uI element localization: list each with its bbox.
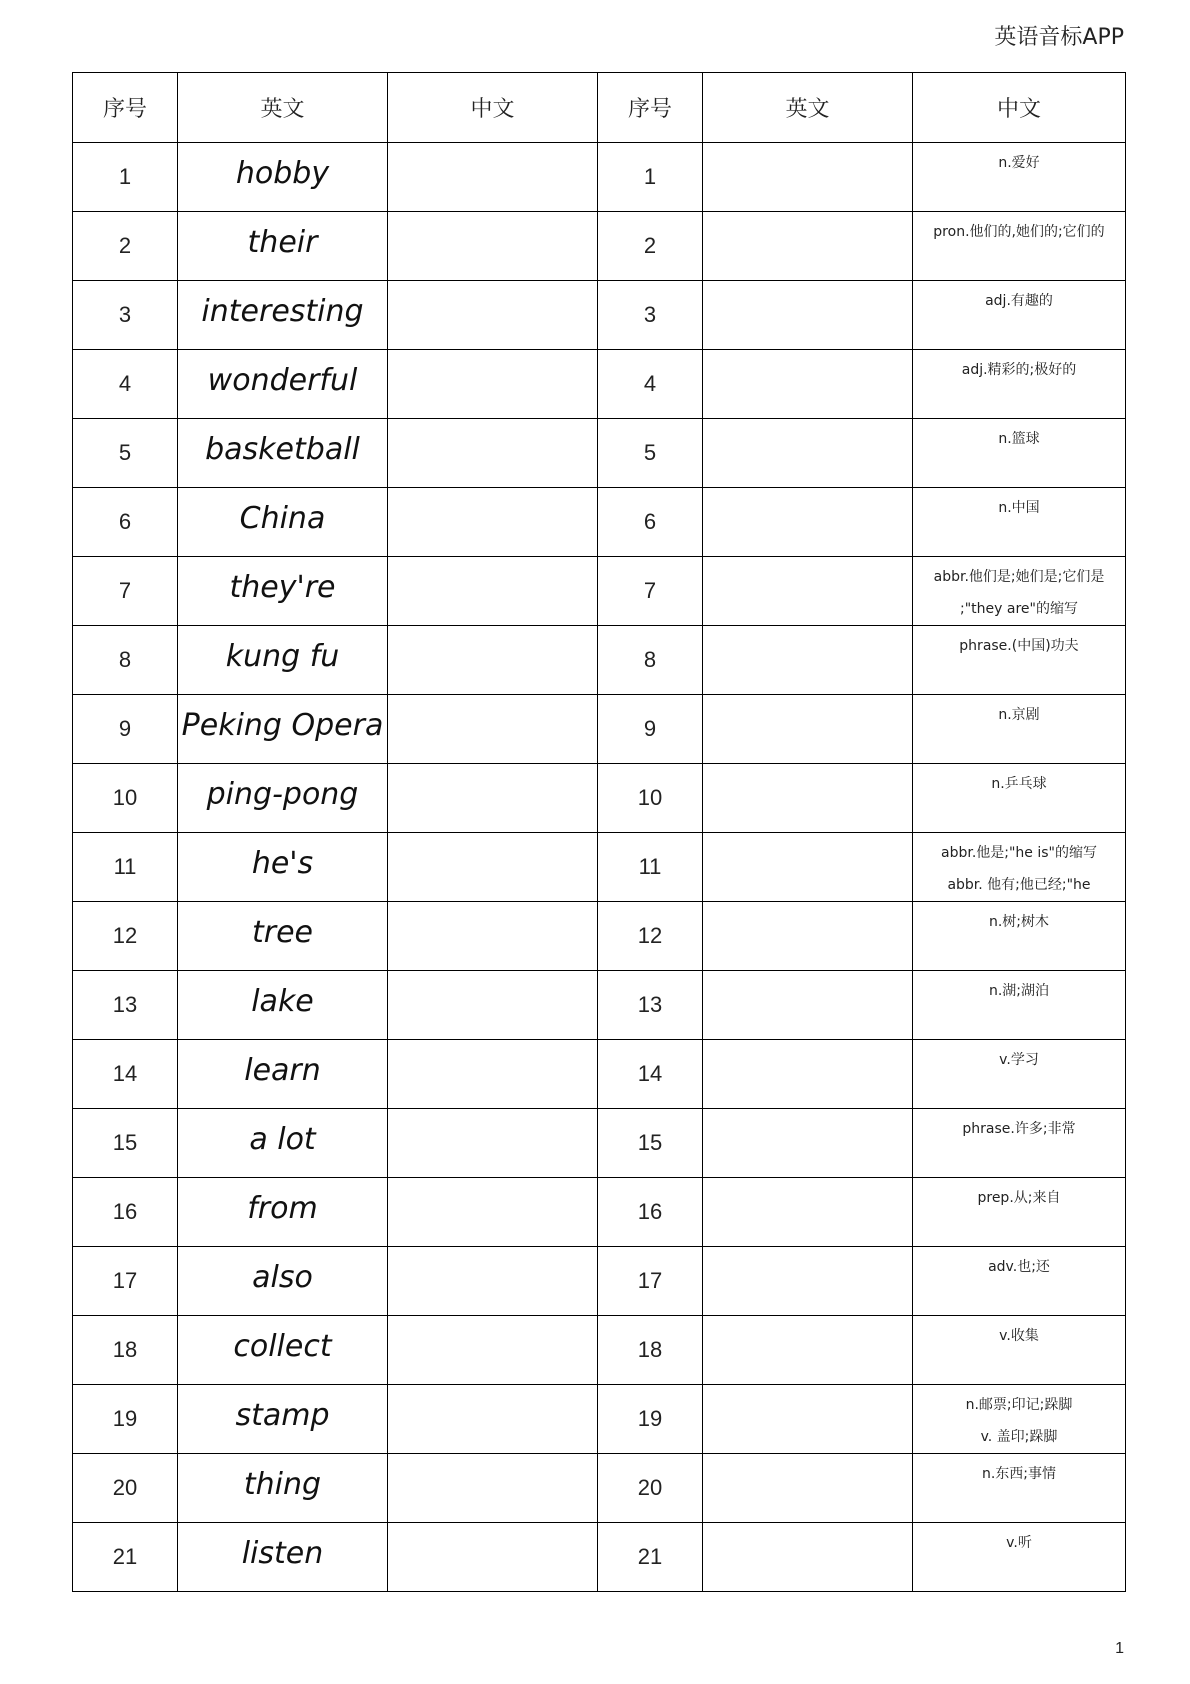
chinese-answer-blank-left — [388, 419, 598, 488]
table-row — [73, 1247, 1126, 1316]
chinese-meaning — [913, 1316, 1126, 1385]
row-index-right: 15 — [598, 1109, 703, 1178]
chinese-answer-blank-left — [388, 488, 598, 557]
row-index-left: 4 — [73, 350, 178, 419]
column-header-chinese-right: 中文 — [913, 73, 1126, 143]
column-header-index-right: 序号 — [598, 73, 703, 143]
english-word — [178, 484, 388, 553]
chinese-meaning-line: v.学习 — [999, 1052, 1039, 1068]
chinese-answer-blank-left — [388, 1385, 598, 1454]
english-answer-blank-right — [703, 626, 913, 695]
row-index-right: 18 — [598, 1316, 703, 1385]
row-index-right: 21 — [598, 1523, 703, 1592]
chinese-meaning — [913, 1040, 1126, 1109]
english-word — [178, 967, 388, 1036]
row-index-right: 12 — [598, 902, 703, 971]
table-row — [73, 1178, 1126, 1247]
english-word — [178, 139, 388, 208]
chinese-meaning — [913, 419, 1126, 488]
chinese-meaning-line: n.东西;事情 — [981, 1466, 1057, 1482]
row-index-left: 13 — [73, 971, 178, 1040]
chinese-answer-blank-left — [388, 1178, 598, 1247]
chinese-meaning — [913, 1385, 1126, 1454]
table-row — [73, 1385, 1126, 1454]
english-word-text: hobby — [235, 155, 330, 191]
chinese-answer-blank-left — [388, 1523, 598, 1592]
row-index-right: 14 — [598, 1040, 703, 1109]
row-index-right: 6 — [598, 488, 703, 557]
english-word-text: interesting — [201, 293, 364, 329]
app-title: 英语音标APP — [994, 25, 1124, 50]
chinese-answer-blank-left — [388, 350, 598, 419]
english-answer-blank-right — [703, 557, 913, 626]
english-word-text: basketball — [205, 431, 360, 467]
chinese-answer-blank-left — [388, 695, 598, 764]
row-index-right: 8 — [598, 626, 703, 695]
chinese-answer-blank-left — [388, 1109, 598, 1178]
row-index-right: 3 — [598, 281, 703, 350]
column-header-chinese-left: 中文 — [388, 73, 598, 143]
chinese-meaning — [913, 902, 1126, 971]
table-row — [73, 1040, 1126, 1109]
table-row — [73, 557, 1126, 626]
english-word — [178, 898, 388, 967]
chinese-meaning-line: phrase.(中国)功夫 — [959, 638, 1079, 654]
row-index-left: 9 — [73, 695, 178, 764]
english-word — [178, 1036, 388, 1105]
row-index-right: 19 — [598, 1385, 703, 1454]
chinese-meaning-line: v. 盖印;跺脚 — [980, 1429, 1058, 1445]
english-answer-blank-right — [703, 1247, 913, 1316]
english-word — [178, 1381, 388, 1450]
chinese-meaning-line: adv.也;还 — [988, 1259, 1050, 1275]
row-index-right: 9 — [598, 695, 703, 764]
row-index-right: 5 — [598, 419, 703, 488]
chinese-meaning — [913, 212, 1126, 281]
chinese-answer-blank-left — [388, 764, 598, 833]
english-answer-blank-right — [703, 1454, 913, 1523]
english-answer-blank-right — [703, 833, 913, 902]
english-answer-blank-right — [703, 764, 913, 833]
row-index-left: 16 — [73, 1178, 178, 1247]
chinese-meaning — [913, 281, 1126, 350]
english-word-text: kung fu — [225, 638, 340, 674]
english-word — [178, 829, 388, 898]
english-word-text: listen — [241, 1535, 324, 1571]
chinese-meaning-line: adj.有趣的 — [985, 293, 1053, 309]
english-word — [178, 553, 388, 622]
chinese-meaning — [913, 764, 1126, 833]
chinese-meaning — [913, 1247, 1126, 1316]
chinese-meaning-line: v.收集 — [999, 1328, 1039, 1344]
row-index-right: 10 — [598, 764, 703, 833]
table-row — [73, 419, 1126, 488]
row-index-left: 18 — [73, 1316, 178, 1385]
column-header-english-left: 英文 — [178, 73, 388, 143]
chinese-meaning — [913, 1454, 1126, 1523]
table-row — [73, 833, 1126, 902]
chinese-meaning-line: n.爱好 — [998, 155, 1040, 171]
english-word-text: Peking Opera — [181, 707, 384, 743]
chinese-meaning — [913, 1523, 1126, 1592]
english-word-text: from — [247, 1190, 318, 1226]
row-index-left: 10 — [73, 764, 178, 833]
english-answer-blank-right — [703, 1178, 913, 1247]
chinese-meaning — [913, 626, 1126, 695]
chinese-meaning-line: n.邮票;印记;跺脚 — [965, 1397, 1073, 1413]
row-index-left: 2 — [73, 212, 178, 281]
english-word-text: also — [252, 1259, 313, 1295]
english-word — [178, 1174, 388, 1243]
english-answer-blank-right — [703, 281, 913, 350]
table-row — [73, 1109, 1126, 1178]
row-index-left: 5 — [73, 419, 178, 488]
english-word-text: lake — [251, 983, 314, 1019]
row-index-right: 7 — [598, 557, 703, 626]
chinese-meaning-line: n.京剧 — [998, 707, 1040, 723]
chinese-answer-blank-left — [388, 281, 598, 350]
row-index-left: 12 — [73, 902, 178, 971]
english-word — [178, 277, 388, 346]
english-word — [178, 760, 388, 829]
english-answer-blank-right — [703, 1316, 913, 1385]
table-row — [73, 971, 1126, 1040]
chinese-meaning — [913, 350, 1126, 419]
row-index-right: 4 — [598, 350, 703, 419]
english-word-text: stamp — [235, 1397, 330, 1433]
table-row — [73, 695, 1126, 764]
english-word — [178, 208, 388, 277]
english-word — [178, 691, 388, 760]
row-index-left: 20 — [73, 1454, 178, 1523]
row-index-left: 14 — [73, 1040, 178, 1109]
chinese-meaning-line: pron.他们的,她们的;它们的 — [933, 224, 1105, 240]
english-answer-blank-right — [703, 1040, 913, 1109]
chinese-meaning-line: n.湖;湖泊 — [988, 983, 1050, 999]
english-answer-blank-right — [703, 695, 913, 764]
chinese-meaning-line: n.乒乓球 — [991, 776, 1047, 792]
english-word-text: wonderful — [207, 362, 358, 398]
row-index-left: 8 — [73, 626, 178, 695]
english-answer-blank-right — [703, 1523, 913, 1592]
row-index-left: 21 — [73, 1523, 178, 1592]
english-answer-blank-right — [703, 419, 913, 488]
english-answer-blank-right — [703, 971, 913, 1040]
row-index-left: 15 — [73, 1109, 178, 1178]
row-index-left: 17 — [73, 1247, 178, 1316]
table-row — [73, 143, 1126, 212]
chinese-meaning-line: v.听 — [1006, 1535, 1032, 1551]
row-index-right: 16 — [598, 1178, 703, 1247]
table-row — [73, 350, 1126, 419]
english-word-text: they're — [229, 569, 336, 605]
row-index-right: 2 — [598, 212, 703, 281]
english-word-text: collect — [233, 1328, 332, 1364]
chinese-meaning-line: ;"they are"的缩写 — [960, 601, 1078, 617]
chinese-answer-blank-left — [388, 902, 598, 971]
row-index-right: 20 — [598, 1454, 703, 1523]
english-answer-blank-right — [703, 212, 913, 281]
row-index-left: 19 — [73, 1385, 178, 1454]
chinese-answer-blank-left — [388, 626, 598, 695]
row-index-right: 13 — [598, 971, 703, 1040]
english-word — [178, 1450, 388, 1519]
chinese-meaning-line: n.中国 — [998, 500, 1040, 516]
english-answer-blank-right — [703, 1109, 913, 1178]
table-row — [73, 1316, 1126, 1385]
chinese-answer-blank-left — [388, 557, 598, 626]
english-word-text: thing — [243, 1466, 322, 1502]
chinese-answer-blank-left — [388, 971, 598, 1040]
row-index-left: 1 — [73, 143, 178, 212]
row-index-left: 11 — [73, 833, 178, 902]
chinese-answer-blank-left — [388, 1040, 598, 1109]
english-word-text: China — [239, 500, 326, 536]
chinese-meaning — [913, 1109, 1126, 1178]
row-index-left: 7 — [73, 557, 178, 626]
chinese-meaning-line: adj.精彩的;极好的 — [961, 362, 1077, 378]
chinese-answer-blank-left — [388, 1316, 598, 1385]
english-answer-blank-right — [703, 902, 913, 971]
chinese-answer-blank-left — [388, 1454, 598, 1523]
table-row — [73, 902, 1126, 971]
english-word — [178, 1243, 388, 1312]
page-number: 1 — [1115, 1640, 1124, 1657]
chinese-answer-blank-left — [388, 212, 598, 281]
english-word — [178, 622, 388, 691]
english-word-text: ping-pong — [206, 776, 359, 812]
english-word — [178, 415, 388, 484]
chinese-meaning-line: abbr. 他有;他已经;"he — [947, 877, 1091, 893]
english-word-text: learn — [244, 1052, 321, 1088]
table-row — [73, 1454, 1126, 1523]
english-word-text: tree — [251, 914, 313, 950]
chinese-meaning — [913, 488, 1126, 557]
chinese-meaning — [913, 143, 1126, 212]
row-index-right: 1 — [598, 143, 703, 212]
table-header-row — [73, 73, 1126, 143]
chinese-meaning — [913, 557, 1126, 626]
table-row — [73, 626, 1126, 695]
english-word — [178, 1105, 388, 1174]
row-index-right: 17 — [598, 1247, 703, 1316]
table-row — [73, 281, 1126, 350]
chinese-meaning — [913, 971, 1126, 1040]
table-row — [73, 488, 1126, 557]
row-index-left: 6 — [73, 488, 178, 557]
table-body — [73, 143, 1126, 1592]
chinese-meaning-line: abbr.他是;"he is"的缩写 — [941, 845, 1097, 861]
english-word-text: their — [247, 224, 318, 260]
english-word-text: a lot — [249, 1121, 316, 1157]
english-answer-blank-right — [703, 1385, 913, 1454]
chinese-meaning-line: n.树;树木 — [988, 914, 1050, 930]
english-answer-blank-right — [703, 350, 913, 419]
english-word — [178, 1519, 388, 1588]
chinese-answer-blank-left — [388, 1247, 598, 1316]
chinese-meaning-line: prep.从;来自 — [977, 1190, 1061, 1206]
chinese-answer-blank-left — [388, 143, 598, 212]
table-row — [73, 1523, 1126, 1592]
table-row — [73, 764, 1126, 833]
english-answer-blank-right — [703, 143, 913, 212]
column-header-index-left: 序号 — [73, 73, 178, 143]
column-header-english-right: 英文 — [703, 73, 913, 143]
english-word-text: he's — [251, 845, 314, 881]
table-row — [73, 212, 1126, 281]
english-word — [178, 1312, 388, 1381]
vocabulary-table — [72, 72, 1126, 1592]
english-answer-blank-right — [703, 488, 913, 557]
chinese-meaning — [913, 1178, 1126, 1247]
row-index-left: 3 — [73, 281, 178, 350]
chinese-answer-blank-left — [388, 833, 598, 902]
chinese-meaning-line: abbr.他们是;她们是;它们是 — [933, 569, 1105, 585]
chinese-meaning — [913, 833, 1126, 902]
english-word — [178, 346, 388, 415]
chinese-meaning-line: phrase.许多;非常 — [962, 1121, 1076, 1137]
chinese-meaning-line: n.篮球 — [998, 431, 1040, 447]
chinese-meaning — [913, 695, 1126, 764]
row-index-right: 11 — [598, 833, 703, 902]
